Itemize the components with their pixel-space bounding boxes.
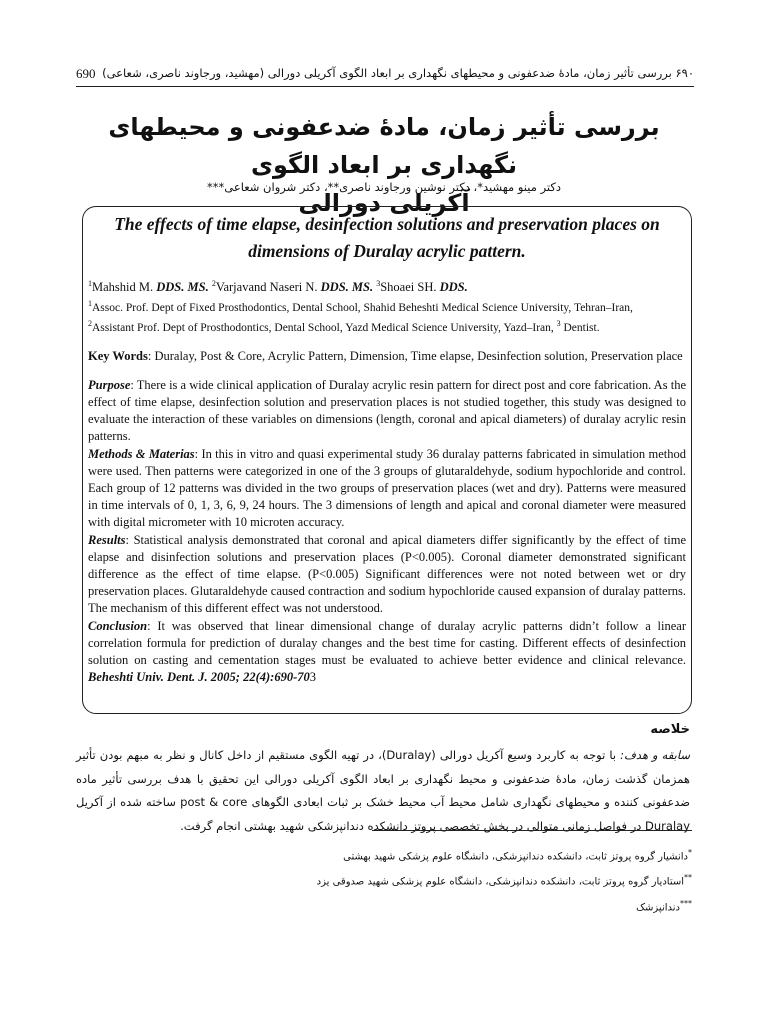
- affiliation-3-text: Dentist.: [560, 321, 600, 334]
- footnote-rule: [372, 830, 692, 831]
- author-3-degree: DDS.: [439, 280, 468, 295]
- persian-summary: [76, 744, 690, 838]
- footnote-1: [192, 842, 692, 867]
- english-title: The effects of time elapse, desinfection solutions and preservation places on dimensions of Duralay acrylic pattern.: [114, 214, 660, 261]
- affiliation-2-text: Assistant Prof. Dept of Prosthodontics, Dental School, Yazd Medical Science University, Yazd–Iran,: [92, 321, 557, 334]
- keywords-text: : Duralay, Post & Core, Acrylic Pattern, Dimension, Time elapse, Desinfection solution, Preservation place: [147, 348, 683, 363]
- conclusion-paragraph: [88, 618, 686, 687]
- methods-text: : In this in vitro and quasi experimental study 36 duralay patterns fabricated in simulation method were used. Then patterns were categorized in one of the 3 groups of glutaraldehyde, sodium hypochloride and control. Each group of 12 patterns was divided in the two groups of preservation places (wet and dry). Patterns were measured in time intervals of 0, 1, 3, 6, 9, 24 hours. The 3 dimensions of length and apical and coronal diameter were measured with digital micrometer with 10 microten accuracy.: [88, 446, 686, 530]
- page-number: 690: [76, 66, 96, 81]
- persian-title-line-1: بررسی تأثیر زمان، مادهٔ ضدعفونی و محیطهای نگهداری بر ابعاد الگوی: [108, 113, 660, 179]
- methods-label: Methods & Materias: [88, 446, 195, 461]
- author-3-sup: 3: [376, 279, 381, 288]
- affiliation-3-sup: 3: [556, 318, 561, 328]
- footnote-3: [192, 893, 692, 918]
- citation-tail: 3: [309, 670, 316, 685]
- author-line: [88, 275, 686, 296]
- header-rule: [76, 86, 694, 87]
- persian-authors: دکتر مینو مهشید*، دکتر نوشین ورجاوند ناصری**، دکتر شروان شعاعی***: [207, 180, 561, 194]
- results-paragraph: [88, 532, 686, 618]
- keywords: [88, 348, 686, 365]
- methods-paragraph: [88, 446, 686, 532]
- persian-summary-heading: خلاصه: [650, 722, 690, 737]
- persian-title: [80, 108, 688, 222]
- footnote-3-text: دندانپزشک: [636, 901, 680, 913]
- results-label: Results: [88, 532, 126, 547]
- footnote-2-mark: **: [684, 873, 692, 883]
- footnote-2-text: استادیار گروه پروتز ثابت، دانشکده دندانپزشکی، دانشگاه علوم پزشکی شهید صدوقی یزد: [316, 876, 684, 888]
- conclusion-label: Conclusion: [88, 618, 148, 633]
- english-abstract-box: [82, 206, 692, 714]
- author-1-degree: DDS. MS.: [156, 280, 209, 295]
- affiliation-1-text: Assoc. Prof. Dept of Fixed Prosthodontics, Dental School, Shahid Beheshti Medical Science University, Tehran–Iran,: [92, 301, 633, 314]
- conclusion-text: : It was observed that linear dimensional change of duralay acrylic patterns didn’t follow a linear correlation formula for prediction of duralay changes and the best time for casting. Different effects of desinfection solution on casting and cementation stages must be evaluated to achieve better evidence and clinical relevance.: [88, 618, 686, 668]
- results-text: : Statistical analysis demonstrated that coronal and apical diameters differ significantly by the effect of time elapse and disinfection solutions and preservation places (P<0.005). Coronal diameter demonstrated significant difference as the effect of time elapse. (P<0.005) Significant differences were not noted between wet or dry preservation places. Glutaraldehyde caused contraction and sodium hypochloride caused expansion of duralay patterns. The mechanism of this different effect was not understood.: [88, 532, 686, 616]
- running-header: ۶۹۰ بررسی تأثیر زمان، مادهٔ ضدعفونی و محیطهای نگهداری بر ابعاد الگوی آکریلی دورالی (مهشید، ورجاوند ناصری، شعاعی): [102, 66, 694, 80]
- affiliation-1: [88, 296, 686, 316]
- persian-title-line-2: آکریلی دورالی: [298, 189, 470, 217]
- footnote-3-mark: ***: [680, 898, 692, 908]
- author-1-name: Mahshid M.: [92, 280, 157, 295]
- author-1-sup: 1: [88, 279, 92, 288]
- purpose-text: : There is a wide clinical application of Duralay acrylic resin pattern for direct post and core fabrication. As the effect of time elapse, desinfection solution and preservation places is not studied together, this study was designed to evaluate the interaction of these variables on dimensions (length, coronal and apical diameters) of duralay acrylic resin patterns.: [88, 377, 686, 444]
- author-2-name: Varjavand Naseri N.: [215, 280, 321, 295]
- purpose-paragraph: [88, 377, 686, 446]
- persian-summary-text: با توجه به کاربرد وسیع آکریل دورالی (Duralay)، در تهیه الگوی مستقیم از داخل کانال و نظر به مبهم بودن تأثیر همزمان گذشت زمان، مادهٔ ضدعفونی و محیط نگهداری بر ابعاد الگوی آکریلی دورالی این تحقیق با هدف بررسی تأثیر ماده ضدعفونی کننده و محیطهای نگهداری شامل محیط آب محیط خشک بر ثبات ابعادی الگوهای post & core ساخته شده از آکریل Duralay در فواصل زمانی متوالی در بخش تخصصی پروتز دانشکده دندانپزشکی شهید بهشتی انجام گرفت.: [76, 748, 690, 833]
- citation: Beheshti Univ. Dent. J. 2005; 22(4):690-70: [88, 670, 310, 685]
- author-2-sup: 2: [211, 279, 216, 288]
- footnote-1-text: دانشیار گروه پروتز ثابت، دانشکده دندانپزشکی، دانشگاه علوم پزشکی شهید بهشتی: [343, 851, 688, 863]
- author-2-degree: DDS. MS.: [320, 280, 374, 295]
- keywords-label: Key Words: [88, 348, 148, 363]
- persian-summary-lead: سابقه و هدف:: [620, 748, 690, 762]
- affiliation-2-sup: 2: [88, 318, 92, 328]
- author-3-name: Shoaei SH.: [380, 280, 440, 295]
- affiliation-2: [88, 316, 686, 336]
- footnotes: [192, 842, 692, 918]
- affiliation-1-sup: 1: [88, 299, 92, 309]
- purpose-label: Purpose: [88, 377, 131, 392]
- footnote-1-mark: *: [688, 848, 692, 857]
- footnote-2: [192, 867, 692, 892]
